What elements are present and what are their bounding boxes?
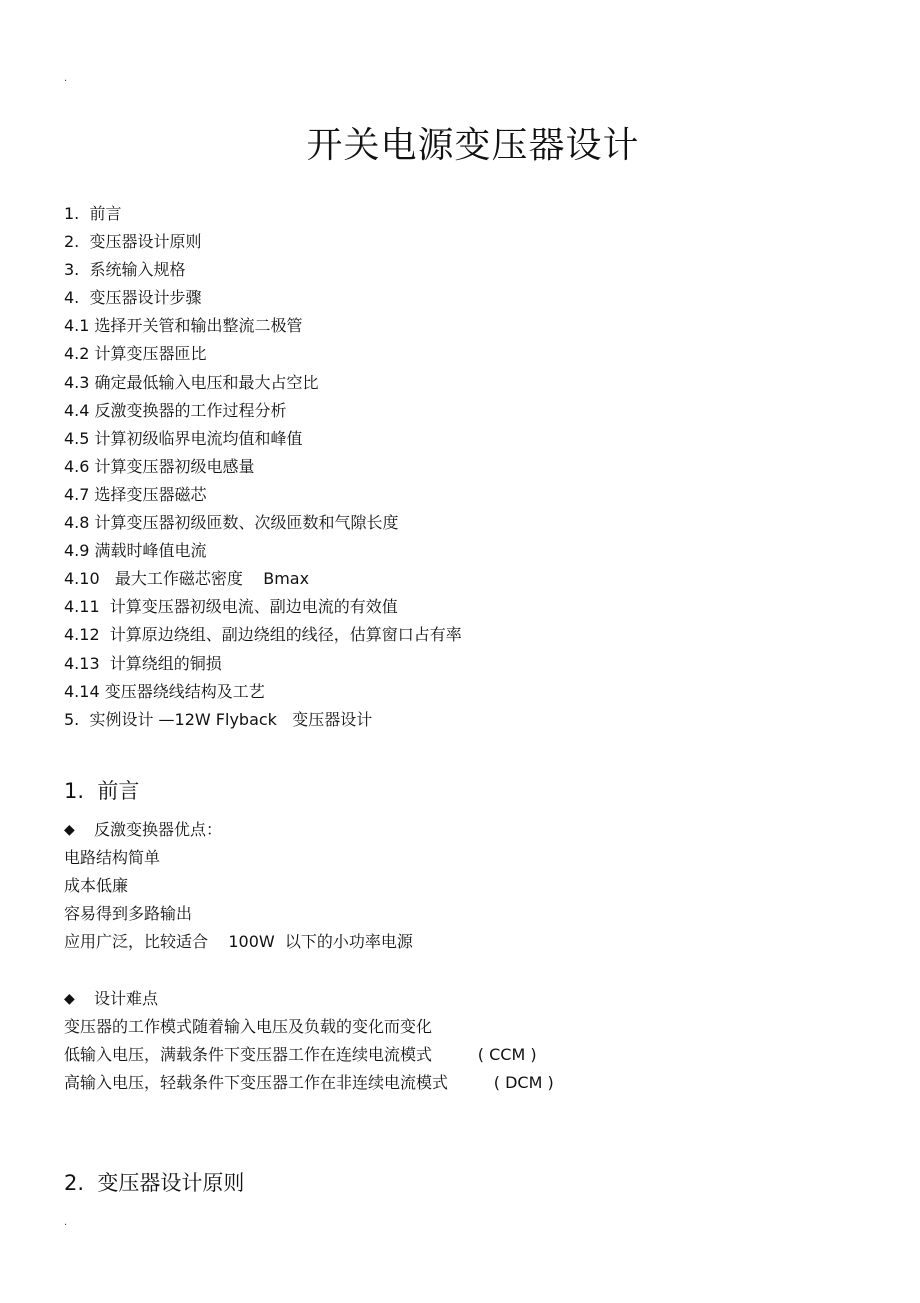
toc-item: 4.2 计算变压器匝比 [64,344,207,364]
toc-item: 4.12 计算原边绕组、副边绕组的线径，估算窗口占有率 [64,625,462,645]
diamond-bullet-icon: ◆ [64,822,75,838]
toc-item: 2. 变压器设计原则 [64,232,202,252]
difficulty-item: 变压器的工作模式随着输入电压及负载的变化而变化 [64,1017,433,1037]
advantages-label: 反激变换器优点： [94,820,223,839]
toc-item: 4.1 选择开关管和输出整流二极管 [64,316,303,336]
toc-item: 4. 变压器设计步骤 [64,288,202,308]
difficulties-block [64,985,554,1097]
advantage-item: 成本低廉 [64,876,129,896]
toc-item: 4.5 计算初级临界电流均值和峰值 [64,428,303,448]
toc-item: 4.10 最大工作磁芯密度 Bmax [64,569,310,589]
page-mark-top: . [64,73,68,84]
toc-item: 3. 系统输入规格 [64,260,186,280]
toc-item: 4.14 变压器绕线结构及工艺 [64,681,265,701]
toc-item: 5. 实例设计 —12W Flyback 变压器设计 [64,709,373,729]
difficulty-item: 高输入电压，轻载条件下变压器工作在非连续电流模式 ( DCM ) [64,1073,554,1093]
page-mark-bottom: . [64,1217,68,1228]
toc-item: 4.8 计算变压器初级匝数、次级匝数和气隙长度 [64,513,399,533]
toc-item: 4.13 计算绕组的铜损 [64,653,222,673]
document-title: 开关电源变压器设计 [306,125,640,166]
difficulties-label: 设计难点 [94,989,159,1008]
difficulties-heading [64,985,554,1013]
advantage-item: 容易得到多路输出 [64,904,193,924]
toc-item: 4.7 选择变压器磁芯 [64,484,207,504]
section-heading-design-principles: 2. 变压器设计原则 [64,1171,245,1195]
advantages-block [64,816,413,956]
toc-item: 4.3 确定最低输入电压和最大占空比 [64,372,319,392]
toc-item: 4.11 计算变压器初级电流、副边电流的有效值 [64,597,398,617]
toc-item: 4.4 反激变换器的工作过程分析 [64,400,287,420]
toc-item: 4.6 计算变压器初级电感量 [64,456,255,476]
toc-item: 4.9 满载时峰值电流 [64,541,207,561]
difficulty-item: 低输入电压，满载条件下变压器工作在连续电流模式 ( CCM ) [64,1045,537,1065]
advantages-heading [64,816,413,844]
table-of-contents [64,200,462,734]
diamond-bullet-icon: ◆ [64,991,75,1007]
advantage-item: 电路结构简单 [64,848,161,868]
toc-item: 1. 前言 [64,204,122,223]
advantage-item: 应用广泛，比较适合 100W 以下的小功率电源 [64,932,413,952]
section-heading-preface: 1. 前言 [64,779,140,803]
